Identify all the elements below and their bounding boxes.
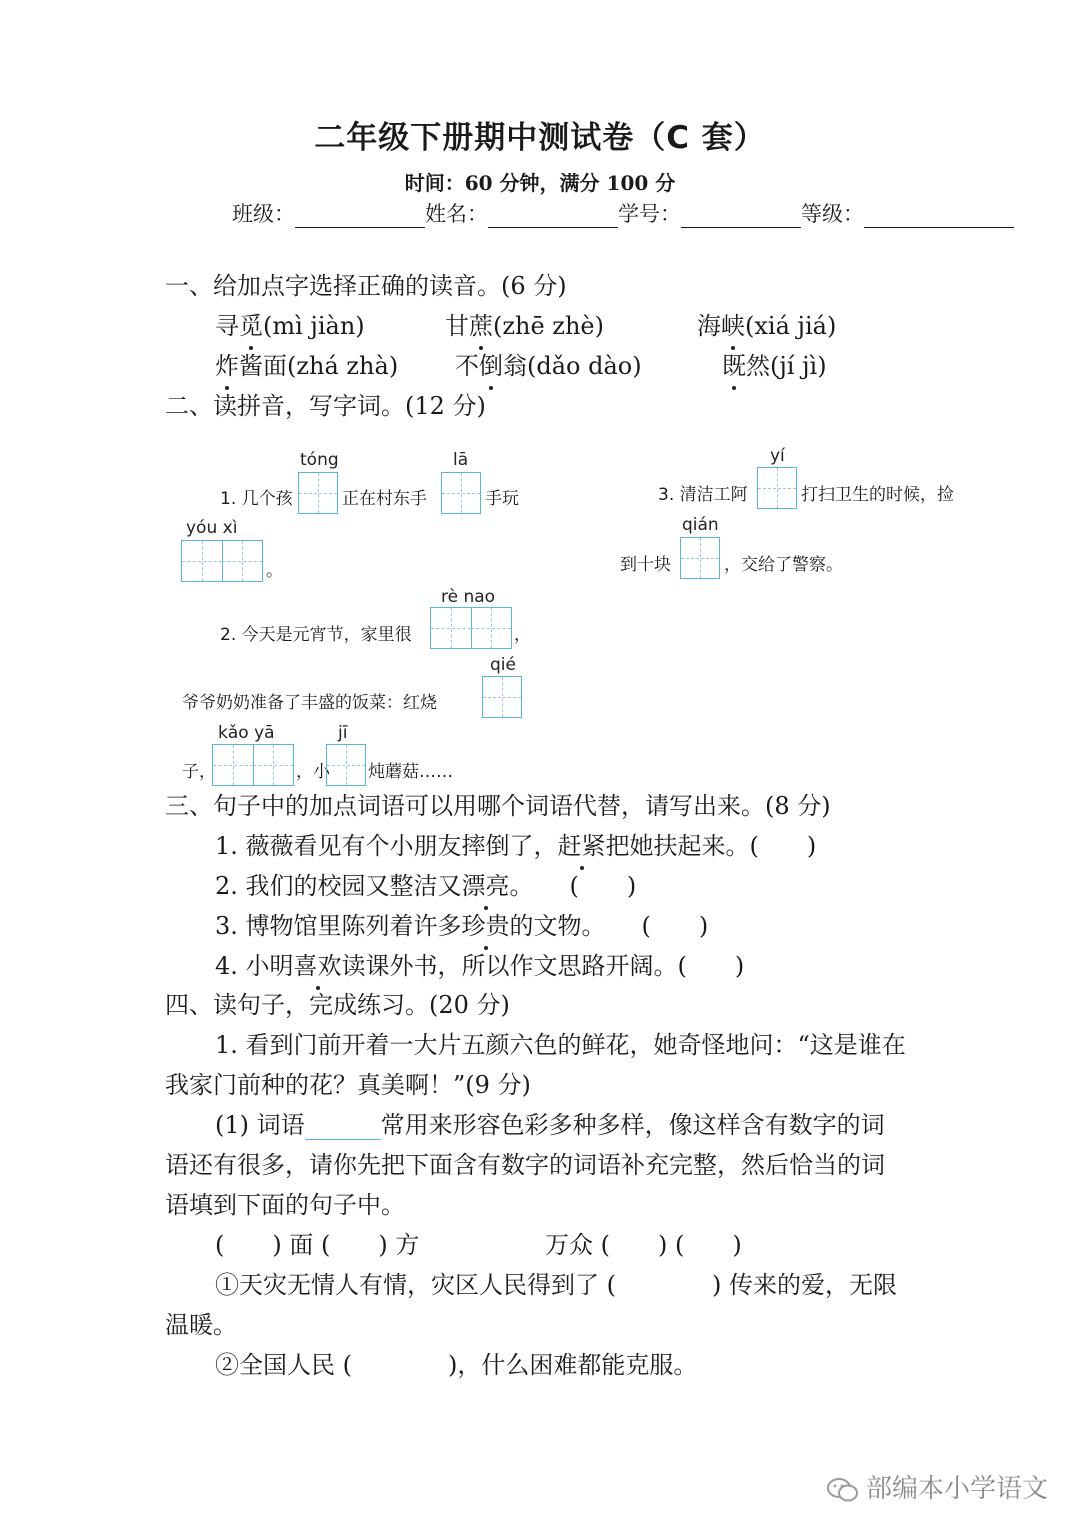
s1-item1: 寻觅(mì jiàn) xyxy=(215,306,365,341)
answer-box-la[interactable] xyxy=(441,472,481,514)
exam-time: 时间：60 分钟，满分 100 分 xyxy=(404,171,676,195)
pinyin-ji: jī xyxy=(338,723,348,743)
s4-para3: (1) 词语 常用来形容色彩多种多样，像这样含有数字的词 xyxy=(215,1111,885,1139)
s4-sentence2: ②全国人民 ( )，什么困难都能克服。 xyxy=(215,1351,698,1379)
answer-box-tong[interactable] xyxy=(298,472,338,514)
s3-item4: 4. 小明喜欢读课外书，所以作文思路开阔。( ) xyxy=(215,946,744,981)
section1-heading: 一、给加点字选择正确的读音。(6 分) xyxy=(165,272,567,300)
s1-item4: 炸酱面(zhá zhà) xyxy=(215,346,398,381)
q1-text-a: 1. 几个孩 xyxy=(220,489,293,509)
watermark-text: 部编本小学语文 xyxy=(865,1474,1048,1504)
q3-text-b: 打扫卫生的时候，捡 xyxy=(801,485,954,505)
answer-box-ji[interactable] xyxy=(326,744,366,786)
answer-box-qie[interactable] xyxy=(482,676,522,718)
pinyin-tong: tóng xyxy=(300,450,339,470)
answer-box-youxi[interactable] xyxy=(181,540,263,582)
q1-text-c: 手玩 xyxy=(485,489,519,509)
s4-sentence1-end: 温暖。 xyxy=(165,1311,237,1339)
page-title: 二年级下册期中测试卷（C 套） xyxy=(314,120,766,156)
s4-word1: ( ) 面 ( ) 方 xyxy=(215,1231,420,1259)
answer-box-kaoya[interactable] xyxy=(212,744,294,786)
q1-text-b: 正在村东手 xyxy=(342,489,427,509)
q2-text-d: 子， xyxy=(182,762,216,782)
name-field[interactable] xyxy=(488,205,618,228)
s4-para4: 语还有很多，请你先把下面含有数字的词语补充完整，然后恰当的词 xyxy=(165,1151,885,1179)
q1-end: 。 xyxy=(266,561,283,581)
id-label: 学号： xyxy=(618,202,681,226)
wechat-icon xyxy=(826,1477,860,1503)
answer-box-qian[interactable] xyxy=(680,537,720,579)
s4-para1: 1. 看到门前开着一大片五颜六色的鲜花，她奇怪地问：“这是谁在 xyxy=(215,1031,906,1059)
s1-item5: 不倒翁(dǎo dào) xyxy=(455,346,642,381)
q3-text-c: 到十块 xyxy=(620,555,671,575)
class-label: 班级： xyxy=(232,202,295,226)
section3-heading: 三、句子中的加点词语可以用哪个词语代替，请写出来。(8 分) xyxy=(165,792,831,820)
word-blank[interactable] xyxy=(305,1119,381,1140)
q2-text-c: 爷爷奶奶准备了丰盛的饭菜：红烧 xyxy=(182,693,437,713)
s1-item6: 既然(jí jì) xyxy=(722,346,827,381)
id-field[interactable] xyxy=(681,205,801,228)
s3-item3: 3. 博物馆里陈列着许多珍贵的文物。 ( ) xyxy=(215,906,708,941)
q3-text-a: 3. 清洁工阿 xyxy=(658,485,748,505)
answer-box-yi[interactable] xyxy=(757,467,797,509)
watermark xyxy=(826,1468,1048,1505)
s4-word2: 万众 ( ) ( ) xyxy=(545,1231,742,1259)
section4-heading: 四、读句子，完成练习。(20 分) xyxy=(165,991,510,1019)
grade-label: 等级： xyxy=(801,202,864,226)
q2-text-f: 炖蘑菇…… xyxy=(368,762,453,782)
pinyin-kaoya: kǎo yā xyxy=(218,723,275,743)
s4-sentence1: ①天灾无情人有情，灾区人民得到了 ( ) 传来的爱，无限 xyxy=(215,1271,897,1299)
s4-para2: 我家门前种的花？真美啊！”(9 分) xyxy=(165,1071,531,1099)
info-row xyxy=(232,198,1014,228)
grade-field[interactable] xyxy=(864,205,1014,228)
q2-text-b: ， xyxy=(514,625,531,645)
s3-item1: 1. 薇薇看见有个小朋友摔倒了，赶紧把她扶起来。( ) xyxy=(215,826,816,861)
q2-text-e: ，小 xyxy=(296,762,330,782)
s3-item2: 2. 我们的校园又整洁又漂亮。 ( ) xyxy=(215,866,636,901)
section2-heading: 二、读拼音，写字词。(12 分) xyxy=(165,392,486,420)
pinyin-qian: qián xyxy=(682,515,719,535)
q3-text-d: ，交给了警察。 xyxy=(724,555,843,575)
pinyin-yi: yí xyxy=(770,446,785,466)
class-field[interactable] xyxy=(295,205,425,228)
pinyin-youxi: yóu xì xyxy=(186,518,238,538)
s1-item3: 海峡(xiá jiá) xyxy=(697,306,836,341)
answer-box-renao[interactable] xyxy=(430,607,512,649)
pinyin-qie: qié xyxy=(490,655,516,675)
pinyin-renao: rè nao xyxy=(441,587,496,607)
s1-item2: 甘蔗(zhē zhè) xyxy=(445,306,604,341)
s4-para5: 语填到下面的句子中。 xyxy=(165,1191,405,1219)
pinyin-la: lā xyxy=(453,450,469,470)
name-label: 姓名： xyxy=(425,202,488,226)
q2-text-a: 2. 今天是元宵节，家里很 xyxy=(220,625,412,645)
